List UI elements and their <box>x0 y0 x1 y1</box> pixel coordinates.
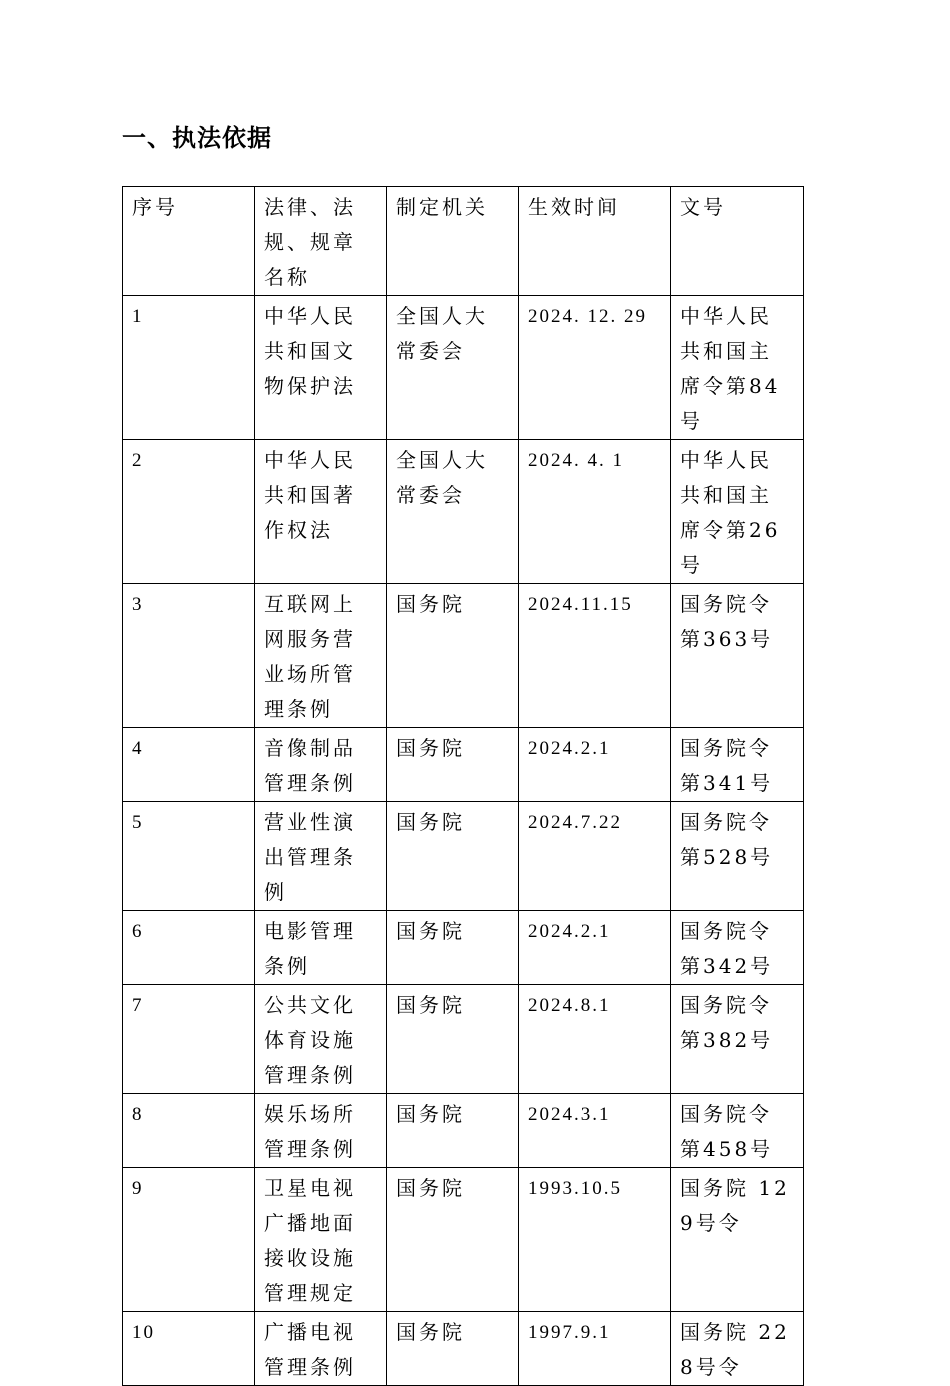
cell-doc-no: 国务院 129号令 <box>671 1168 804 1312</box>
cell-date: 2024. 4. 1 <box>519 440 671 584</box>
header-cell-no: 序号 <box>123 187 255 296</box>
table-row <box>123 802 804 911</box>
cell-authority: 国务院 <box>387 1094 519 1168</box>
cell-name: 中华人民共和国文物保护法 <box>255 296 387 440</box>
table-row <box>123 1168 804 1312</box>
cell-date: 1997.9.1 <box>519 1312 671 1386</box>
cell-no: 5 <box>123 802 255 911</box>
cell-name: 音像制品管理条例 <box>255 728 387 802</box>
cell-doc-no: 国务院 228号令 <box>671 1312 804 1386</box>
cell-no: 8 <box>123 1094 255 1168</box>
cell-doc-no: 国务院令第341号 <box>671 728 804 802</box>
cell-no: 4 <box>123 728 255 802</box>
cell-date: 2024. 12. 29 <box>519 296 671 440</box>
cell-no: 6 <box>123 911 255 985</box>
cell-name: 广播电视管理条例 <box>255 1312 387 1386</box>
cell-authority: 全国人大常委会 <box>387 440 519 584</box>
cell-authority: 全国人大常委会 <box>387 296 519 440</box>
cell-name: 互联网上网服务营业场所管理条例 <box>255 584 387 728</box>
cell-doc-no: 国务院令第342号 <box>671 911 804 985</box>
cell-authority: 国务院 <box>387 911 519 985</box>
table-row <box>123 728 804 802</box>
section-title: 一、执法依据 <box>122 124 272 152</box>
cell-doc-no: 国务院令第458号 <box>671 1094 804 1168</box>
cell-authority: 国务院 <box>387 1312 519 1386</box>
table-row <box>123 1312 804 1386</box>
law-basis-table <box>122 186 804 1386</box>
cell-doc-no: 中华人民共和国主席令第26号 <box>671 440 804 584</box>
header-cell-doc-no: 文号 <box>671 187 804 296</box>
table-row <box>123 296 804 440</box>
table-header-row <box>123 187 804 296</box>
cell-name: 营业性演出管理条例 <box>255 802 387 911</box>
header-cell-name: 法律、法规、规章名称 <box>255 187 387 296</box>
cell-date: 2024.3.1 <box>519 1094 671 1168</box>
cell-no: 2 <box>123 440 255 584</box>
cell-date: 2024.7.22 <box>519 802 671 911</box>
cell-doc-no: 国务院令第528号 <box>671 802 804 911</box>
cell-no: 9 <box>123 1168 255 1312</box>
cell-authority: 国务院 <box>387 802 519 911</box>
cell-authority: 国务院 <box>387 1168 519 1312</box>
cell-authority: 国务院 <box>387 985 519 1094</box>
cell-date: 2024.2.1 <box>519 911 671 985</box>
table-row <box>123 584 804 728</box>
table-row <box>123 985 804 1094</box>
cell-name: 卫星电视广播地面接收设施管理规定 <box>255 1168 387 1312</box>
cell-date: 2024.2.1 <box>519 728 671 802</box>
cell-name: 中华人民共和国著作权法 <box>255 440 387 584</box>
cell-name: 电影管理条例 <box>255 911 387 985</box>
header-cell-authority: 制定机关 <box>387 187 519 296</box>
cell-authority: 国务院 <box>387 728 519 802</box>
cell-name: 娱乐场所管理条例 <box>255 1094 387 1168</box>
cell-doc-no: 中华人民共和国主席令第84号 <box>671 296 804 440</box>
cell-no: 3 <box>123 584 255 728</box>
cell-date: 2024.8.1 <box>519 985 671 1094</box>
cell-doc-no: 国务院令第363号 <box>671 584 804 728</box>
table-row <box>123 911 804 985</box>
cell-doc-no: 国务院令第382号 <box>671 985 804 1094</box>
table-row <box>123 1094 804 1168</box>
cell-name: 公共文化体育设施管理条例 <box>255 985 387 1094</box>
cell-date: 2024.11.15 <box>519 584 671 728</box>
cell-date: 1993.10.5 <box>519 1168 671 1312</box>
cell-no: 1 <box>123 296 255 440</box>
cell-authority: 国务院 <box>387 584 519 728</box>
cell-no: 10 <box>123 1312 255 1386</box>
header-cell-date: 生效时间 <box>519 187 671 296</box>
cell-no: 7 <box>123 985 255 1094</box>
table-row <box>123 440 804 584</box>
